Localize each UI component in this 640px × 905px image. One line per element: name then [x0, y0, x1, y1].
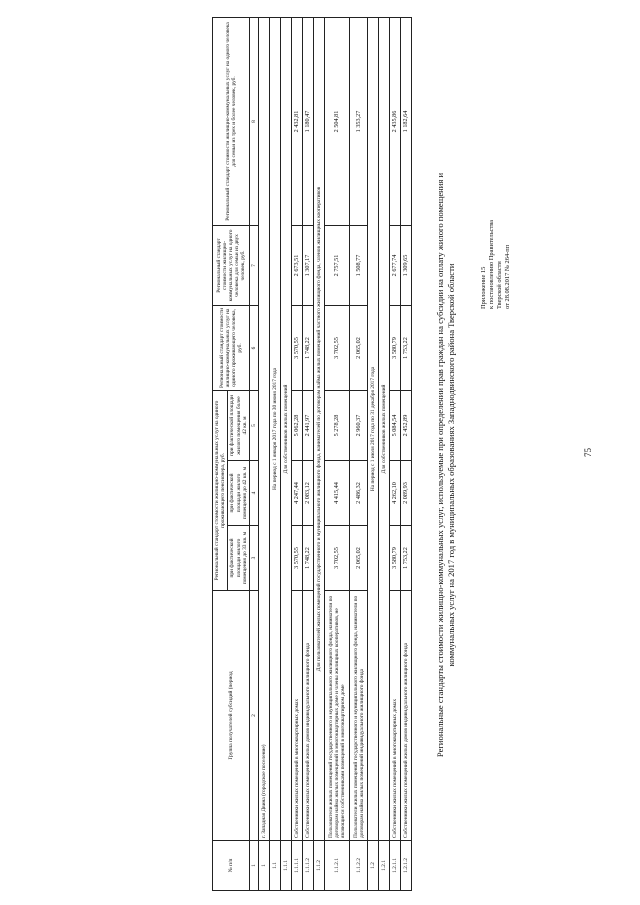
table-row: [350, 17, 368, 890]
section-label: Для собственников жилых помещений: [281, 17, 292, 840]
appendix-line: к постановлению Правительства: [488, 219, 495, 309]
value-cell: 2 486,32: [350, 461, 368, 526]
value-cell: 2 065,02: [350, 526, 368, 591]
table-row: [259, 17, 270, 890]
value-cell: 5 084,54: [390, 390, 401, 460]
row-number: 1.1.2.2: [350, 841, 368, 891]
col-header-num: № п/п: [213, 841, 250, 891]
title-line: Региональные стандарты стоимости жилищно-коммунальных услуг, используемые при определении прав граждан на субсидии на оплату жилого помещения и: [435, 172, 445, 758]
value-cell: 2 673,51: [291, 225, 302, 305]
value-cell: 1 353,27: [350, 17, 368, 225]
col-index: 2: [250, 591, 259, 841]
section-label: Для пользователей жилых помещений государственного и муниципального жилищного фонда, нанимателей по договорам найма жилых помещений частного жилищного фонда, членов жилищных кооперативов: [313, 17, 324, 840]
standards-table: [212, 17, 412, 891]
value-cell: 1 748,22: [302, 305, 313, 390]
row-number: 1.2.1.1: [390, 841, 401, 891]
value-cell: 1 182,64: [401, 17, 412, 225]
value-cell: 1 753,22: [401, 305, 412, 390]
value-cell: 1 307,17: [302, 225, 313, 305]
value-cell: 2 083,12: [302, 461, 313, 526]
table-row: [313, 17, 324, 890]
title-line: коммунальных услуг на 2017 год в муниципальных образованиях Западнодвинского района Тверской области: [445, 263, 456, 667]
row-number: 1.1: [270, 841, 281, 891]
col-index: 4: [250, 461, 259, 526]
row-group-label: Собственники жилых помещений жилых домов индивидуального жилищного фонда: [302, 591, 313, 841]
value-cell: 3 570,55: [291, 526, 302, 591]
col-header-33: при фактической площади жилого помещения до 33 кв. м: [228, 526, 250, 591]
col-index: 7: [250, 225, 259, 305]
row-group-label: Пользователи жилых помещений государственного и муниципального жилищного фонда, наниматели по договорам найма жилых помещений в многоквартирных доме и члены жилищных кооперативов, не являющиеся собственниками помещений в многоквартирном доме: [324, 591, 350, 841]
value-cell: 2 432,81: [291, 17, 302, 225]
value-cell: 3 580,79: [390, 526, 401, 591]
table-row: [281, 17, 292, 890]
value-cell: 5 062,28: [291, 390, 302, 460]
value-cell: 2 065,02: [350, 305, 368, 390]
value-cell: 2 089,93: [401, 461, 412, 526]
col-index: 5: [250, 390, 259, 460]
table-row: [324, 17, 350, 890]
value-cell: 3 702,55: [324, 305, 350, 390]
municipality-title: г. Западная Двина (городское поселение): [259, 17, 270, 840]
row-number: 1.2.1: [379, 841, 390, 891]
row-group-label: Собственники жилых помещений в многоквартирных домах: [390, 591, 401, 841]
row-group-label: Пользователи жилых помещений государственного и муниципального жилищного фонда, наниматели по договорам найма жилых помещений индивидуального жилищного фонда: [350, 591, 368, 841]
value-cell: 2 960,37: [350, 390, 368, 460]
value-cell: 2 757,51: [324, 225, 350, 305]
value-cell: 1 508,77: [350, 225, 368, 305]
col-header-group: Группа получателей субсидий (период: [213, 591, 250, 841]
col-header-two: Региональный стандарт стоимости жилищно-коммунальных услуг на одного человека для семьи из двух человек, руб.: [213, 225, 250, 305]
table-body: [259, 17, 412, 890]
index-row: [250, 17, 259, 890]
value-cell: 3 570,55: [291, 305, 302, 390]
section-label: На период с 1 января 2017 года по 30 июня 2017 года: [270, 17, 281, 840]
row-number: 1.2.1.2: [401, 841, 412, 891]
value-cell: 2 435,86: [390, 17, 401, 225]
value-cell: 1 309,65: [401, 225, 412, 305]
value-cell: 2 677,74: [390, 225, 401, 305]
value-cell: 3 580,79: [390, 305, 401, 390]
value-cell: 1 180,47: [302, 17, 313, 225]
row-number: 1.2: [368, 841, 379, 891]
row-number: 1: [259, 841, 270, 891]
value-cell: 4 247,44: [291, 461, 302, 526]
table-row: [368, 17, 379, 890]
row-group-label: Собственники жилых помещений в многоквартирных домах: [291, 591, 302, 841]
table-row: [291, 17, 302, 890]
value-cell: 1 753,22: [401, 526, 412, 591]
page-number: 75: [583, 448, 593, 457]
col-index: 8: [250, 17, 259, 225]
header-row: [213, 17, 228, 890]
section-label: Для собственников жилых помещений: [379, 17, 390, 840]
row-group-label: Собственники жилых помещений жилых домов индивидуального жилищного фонда: [401, 591, 412, 841]
table-row: [401, 17, 412, 890]
value-cell: 5 278,28: [324, 390, 350, 460]
col-header-42: при фактической площади жилого помещения до 42 кв. м: [228, 461, 250, 526]
table-row: [379, 17, 390, 890]
col-index: 1: [250, 841, 259, 891]
table-row: [270, 17, 281, 890]
col-header-over42: при фактической площади жилого помещения более 42 кв. м: [228, 390, 250, 460]
value-cell: 2 441,97: [302, 390, 313, 460]
appendix-line: от 28.08.2017 № 264-пп: [504, 244, 511, 309]
row-number: 1.1.2.1: [324, 841, 350, 891]
col-header-pensioner: Региональный стандарт стоимости жилищно-коммунальных услуг на одиного проживающего пенсионера, руб.: [213, 390, 228, 590]
col-header-three: Региональный стандарт стоимости жилищно-коммунальных услуг на одного человека для семьи из трех и более человек, руб.: [213, 17, 250, 225]
row-number: 1.1.1: [281, 841, 292, 891]
value-cell: 1 748,22: [302, 526, 313, 591]
value-cell: 3 702,55: [324, 526, 350, 591]
value-cell: 2 504,81: [324, 17, 350, 225]
document-title: [435, 85, 456, 845]
value-cell: 4 415,44: [324, 461, 350, 526]
row-number: 1.1.2: [313, 841, 324, 891]
value-cell: 2 452,89: [401, 390, 412, 460]
row-number: 1.1.1.2: [302, 841, 313, 891]
value-cell: 4 262,10: [390, 461, 401, 526]
col-header-single: Региональный стандарт стоимости жилищно-коммунальных услуг на одиного проживающего человека, руб.: [213, 305, 250, 390]
table-row: [390, 17, 401, 890]
section-label: На период с 1 июля 2017 года по 31 декабря 2017 года: [368, 17, 379, 840]
col-index: 6: [250, 305, 259, 390]
appendix-line: Тверской области: [496, 261, 503, 309]
table-row: [302, 17, 313, 890]
appendix-line: Приложение 15: [480, 266, 487, 309]
appendix-block: [480, 220, 512, 309]
row-number: 1.1.1.1: [291, 841, 302, 891]
col-index: 3: [250, 526, 259, 591]
